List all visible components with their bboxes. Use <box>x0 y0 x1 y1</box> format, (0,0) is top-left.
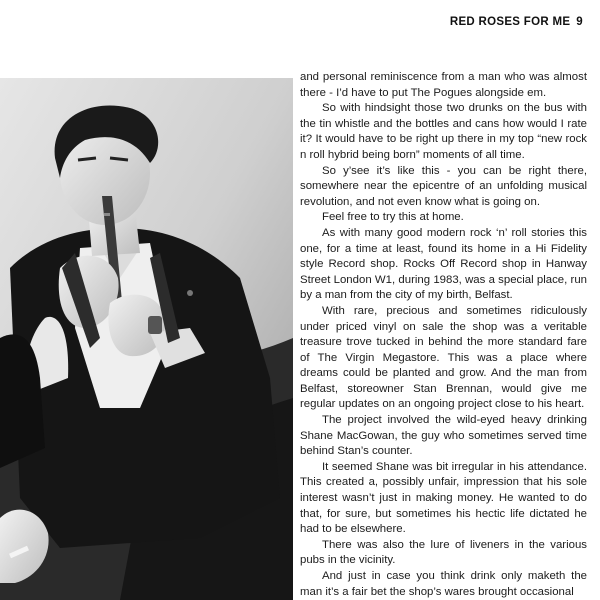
body-text-column <box>300 70 587 600</box>
paragraph: The project involved the wild-eyed heavy drinking Shane MacGowan, the guy who sometimes served time behind Stan’s counter. <box>300 414 587 458</box>
paragraph: And just in case you think drink only maketh the man it’s a fair bet the shop’s wares brought occasional <box>300 570 587 598</box>
paragraph: It seemed Shane was bit irregular in his attendance. This created a, possibly unfair, impression that his sole interest wasn’t just in making money. He wanted to do that, for sure, but sometimes his hectic life dictated he had to be elsewhere. <box>300 460 587 536</box>
page-number: 9 <box>576 16 583 28</box>
paragraph: Feel free to try this at home. <box>322 211 464 224</box>
paragraph: There was also the lure of liveners in the various pubs in the vicinity. <box>300 538 587 567</box>
paragraph: As with many good modern rock ‘n’ roll stories this one, for a time at least, found its home in a Hi Fidelity style Record shop. Rocks Off Record shop in Hanway Street London W1, during 1983, was a special place, run by a man from the city of my birth, Belfast. <box>300 226 587 302</box>
running-head <box>450 16 583 28</box>
photograph <box>0 78 293 600</box>
running-head-title: RED ROSES FOR ME <box>449 16 571 28</box>
paragraph: So y’see it’s like this - you can be right there, somewhere near the epicentre of an unfolding musical revolution, and not even know what is going on. <box>300 164 587 208</box>
paragraph-continued: and personal reminiscence from a man who was almost there - I’d have to put The Pogues alongside em. <box>300 71 587 99</box>
paragraph: So with hindsight those two drunks on the bus with the tin whistle and the bottles and cans how would I rate it? It would have to be right up there in my top “new rock n roll hybrid being born” moments of all time. <box>300 102 587 161</box>
paragraph: With rare, precious and sometimes ridiculously under priced vinyl on sale the shop was a veritable treasure trove tucked in behind the more standard fare of The Virgin Megastore. This was a place where dreams could be planted and grow. And the man from Belfast, storeowner Stan Brennan, would give me regular updates on an ongoing project close to his heart. <box>300 304 587 411</box>
